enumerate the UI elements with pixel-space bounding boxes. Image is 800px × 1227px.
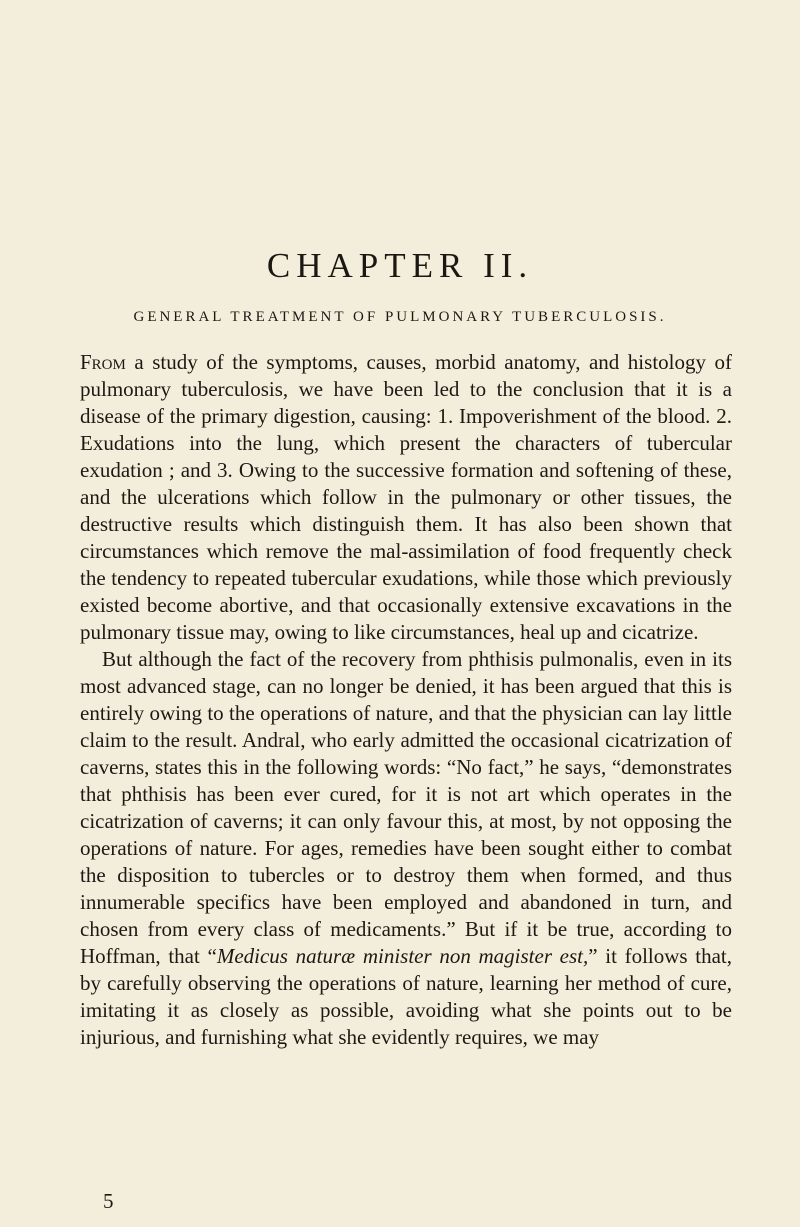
body-text (80, 349, 732, 1051)
paragraph-2 (80, 646, 732, 1051)
paragraph-1 (80, 349, 732, 646)
paragraph-1-text: a study of the symptoms, causes, morbid anatomy, and histology of pulmonary tuberculosis, we have been led to the conclusion that it is a disease of the primary digestion, causing: 1. Impoverishment of the blood. 2. Exudations into the lung, which present the characters of tubercular exudation ; and 3. Owing to the successive formation and softening of these, and the ulcerations which follow in the pulmonary or other tissues, the destructive results which distinguish them. It has also been shown that circumstances which remove the mal-assimilation of food frequently check the tendency to repeated tubercular exudations, while those which previously existed become abortive, and that occasionally extensive excavations in the pulmonary tissue may, owing to like circumstances, heal up and cicatrize. (80, 350, 732, 644)
latin-phrase: Medicus naturæ minister non magister est, (216, 944, 589, 968)
chapter-title: CHAPTER II. (266, 246, 534, 285)
paragraph-2-text-after-latin: ” it follows that, by carefully observing the operations of nature, learning her method of cure, imitating it as closely as possible, avoiding what she points out to be injurious, and furnishing what she evidently requires, we may (80, 944, 732, 1049)
paragraph-2-text-before-latin: But although the fact of the recovery from phthisis pulmonalis, even in its most advanced stage, can no longer be denied, it has been argued that this is entirely owing to the operations of nature, and that the physician can lay little claim to the result. Andral, who early admitted the occasional cicatrization of caverns, states this in the following words: “No fact,” he says, “demonstrates that phthisis has been ever cured, for it is not art which operates in the cicatrization of caverns; it can only favour this, at most, by not opposing the operations of nature. For ages, remedies have been sought either to combat the disposition to tubercles or to destroy them when formed, and thus innumerable specifics have been employed and abandoned in turn, and chosen from every class of medicaments.” But if it be true, according to Hoffman, that “ (80, 647, 732, 968)
paragraph-lead-word: From (80, 350, 126, 374)
page-number: 5 (103, 1189, 114, 1213)
chapter-subtitle: GENERAL TREATMENT OF PULMONARY TUBERCULOSIS. (133, 309, 667, 325)
